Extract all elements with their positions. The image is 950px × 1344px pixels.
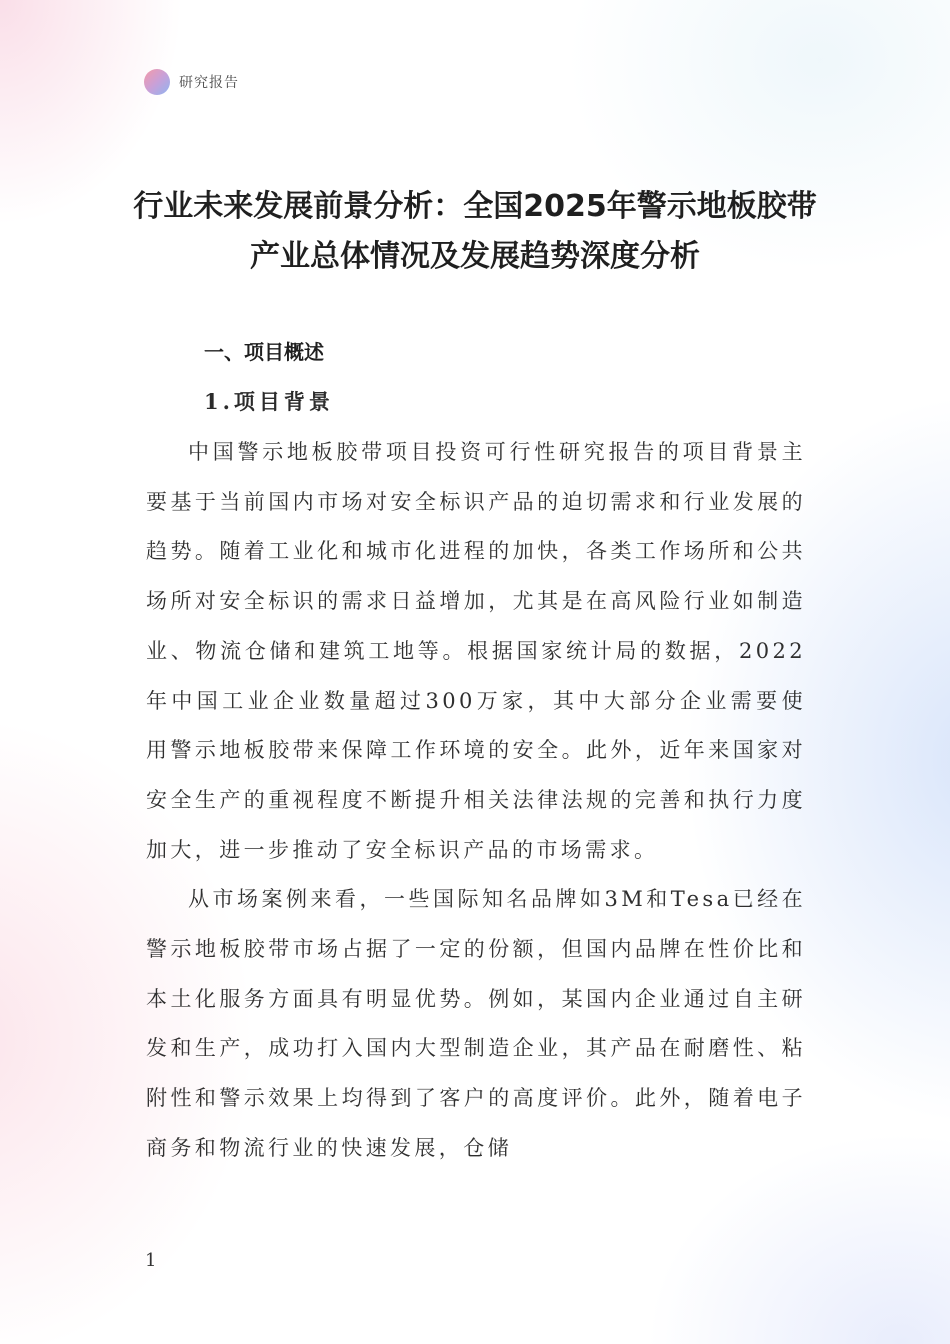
paragraph: 从市场案例来看，一些国际知名品牌如3M和Tesa已经在警示地板胶带市场占据了一定的份额，但国内品牌在性价比和本土化服务方面具有明显优势。例如，某国内企业通过自主研发和生产，成功打入国内大型制造企业，其产品在耐磨性、粘附性和警示效果上均得到了客户的高度评价。此外，随着电子商务和物流行业的快速发展，仓储 bbox=[146, 887, 806, 1160]
section-heading: 一、项目概述 bbox=[204, 340, 324, 364]
page-number: 1 bbox=[145, 1250, 157, 1271]
logo-icon bbox=[144, 69, 170, 95]
header-label: 研究报告 bbox=[179, 75, 239, 91]
paragraph: 中国警示地板胶带项目投资可行性研究报告的项目背景主要基于当前国内市场对安全标识产品的迫切需求和行业发展的趋势。随着工业化和城市化进程的加快，各类工作场所和公共场所对安全标识的需求日益增加，尤其是在高风险行业如制造业、物流仓储和建筑工地等。根据国家统计局的数据，2022年中国工业企业数量超过300万家，其中大部分企业需要使用警示地板胶带来保障工作环境的安全。此外，近年来国家对安全生产的重视程度不断提升相关法律法规的完善和执行力度加大，进一步推动了安全标识产品的市场需求。 bbox=[146, 440, 806, 862]
document-title: 行业未来发展前景分析：全国2025年警示地板胶带产业总体情况及发展趋势深度分析 bbox=[133, 189, 817, 274]
body-text bbox=[146, 428, 806, 1174]
sub-heading: 1.项目背景 bbox=[204, 389, 334, 414]
report-header bbox=[144, 68, 239, 96]
